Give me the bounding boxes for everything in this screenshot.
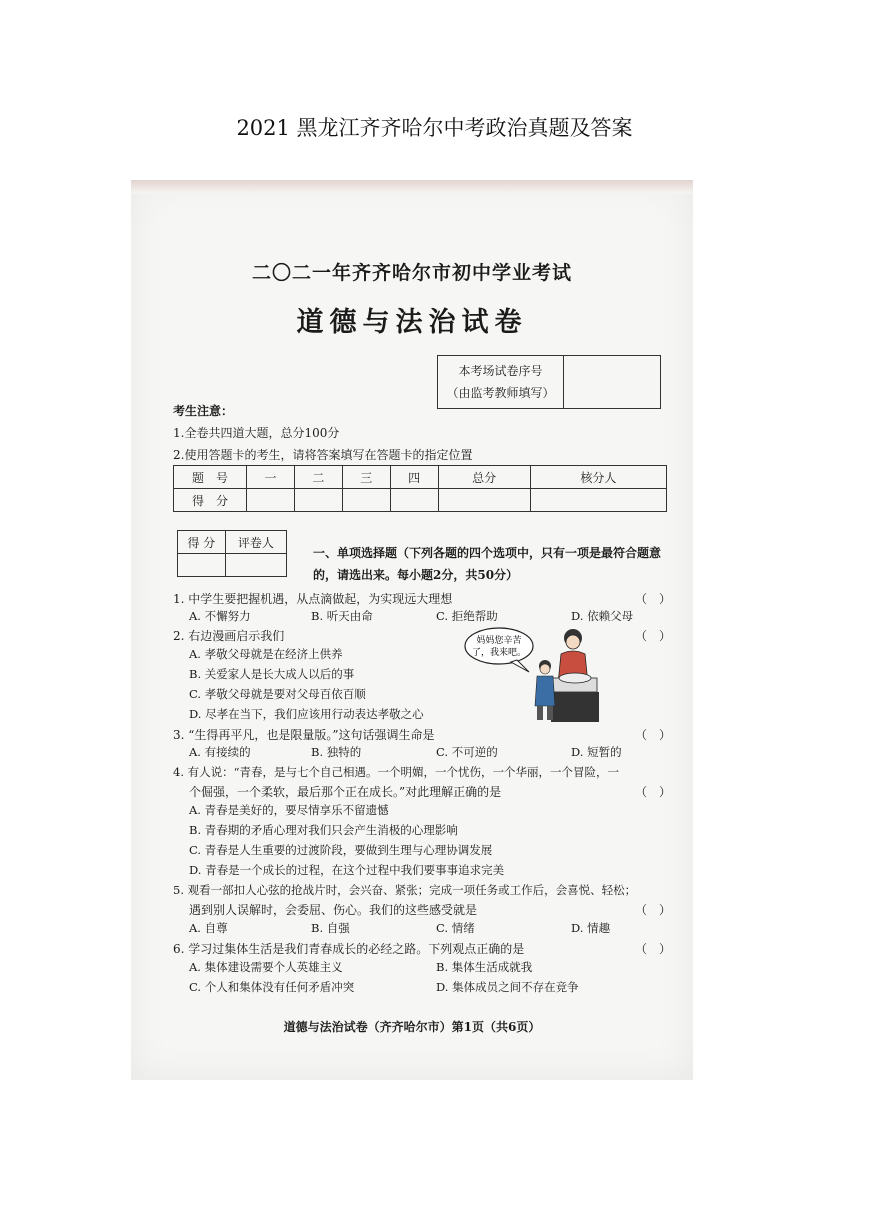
option: B. 自强 — [311, 921, 350, 935]
score-cell — [294, 489, 342, 512]
option: A. 自尊 — [189, 921, 228, 935]
seat-number-label: 本考场试卷序号 （由监考教师填写） — [438, 356, 564, 408]
option: C. 青春是人生重要的过渡阶段，要做到生理与心理协调发展 — [189, 843, 493, 857]
score-cell — [438, 489, 530, 512]
option: D. 青春是一个成长的过程，在这个过程中我们要事事追求完美 — [189, 863, 505, 877]
question-stem-cont: 个倔强，一个柔软，最后那个正在成长。”对此理解正确的是 — [189, 785, 502, 799]
answer-bracket: （ ） — [635, 728, 672, 742]
option: B. 听天由命 — [311, 609, 373, 623]
option: D. 情趣 — [571, 921, 611, 935]
section-title-cont: 的，请选出来。每小题2分，共50分） — [313, 568, 519, 582]
scanned-exam-page — [131, 180, 693, 1080]
question-stem: 6. 学习过集体生活是我们青春成长的必经之路。下列观点正确的是 — [173, 942, 525, 956]
seat-number-blank — [564, 356, 660, 408]
option: D. 依赖父母 — [571, 609, 634, 623]
question-stem: 4. 有人说：“青春，是与七个自己相遇。一个明媚，一个忧伤，一个华丽，一个冒险，一 — [173, 765, 620, 779]
option: A. 青春是美好的，要尽情享乐不留遗憾 — [189, 803, 389, 817]
section-title: 一、单项选择题（下列各题的四个选项中，只有一项是最符合题意 — [313, 546, 662, 560]
cartoon-illustration — [461, 622, 609, 730]
question-stem: 1. 中学生要把握机遇，从点滴做起，为实现远大理想 — [173, 592, 453, 606]
score-header: 题 号 — [174, 466, 247, 489]
score-header: 总分 — [438, 466, 530, 489]
seat-number-box — [437, 355, 661, 409]
exam-subject: 道德与法治试卷 — [296, 307, 528, 338]
score-cell — [390, 489, 438, 512]
question-stem-cont: 遇到别人误解时，会委屈、伤心。我们的这些感受就是 — [189, 903, 478, 917]
option: A. 有接续的 — [189, 745, 251, 759]
score-row-label: 得 分 — [174, 489, 247, 512]
document-title: 2021 黑龙江齐齐哈尔中考政治真题及答案 — [236, 116, 633, 140]
option: D. 尽孝在当下，我们应该用行动表达孝敬之心 — [189, 707, 424, 721]
score-cell — [530, 489, 666, 512]
answer-bracket: （ ） — [635, 942, 672, 956]
answer-bracket: （ ） — [635, 903, 672, 917]
answer-bracket: （ ） — [635, 592, 672, 606]
score-header: 三 — [342, 466, 390, 489]
answer-bracket: （ ） — [635, 629, 672, 643]
answer-bracket: （ ） — [635, 785, 672, 799]
option: D. 短暂的 — [571, 745, 622, 759]
score-cell — [247, 489, 295, 512]
grader-label: 评卷人 — [225, 531, 286, 554]
score-table — [173, 465, 667, 512]
option: A. 孝敬父母就是在经济上供养 — [189, 647, 343, 661]
question-stem: 3. “生得再平凡，也是限量版。”这句话强调生命是 — [173, 728, 435, 742]
cartoon-bubble-line: 妈妈您辛苦 — [476, 636, 522, 646]
grader-score-label: 得 分 — [178, 531, 226, 554]
exam-heading: 二〇二一年齐齐哈尔市初中学业考试 — [251, 262, 572, 284]
scan-edge — [131, 180, 693, 194]
grader-cell — [178, 554, 226, 577]
question-stem: 5. 观看一部扣人心弦的抢战片时，会兴奋、紧张；完成一项任务或工作后，会喜悦、轻松； — [173, 883, 637, 897]
page-footer: 道德与法治试卷（齐齐哈尔市）第1页（共6页） — [283, 1020, 541, 1034]
option: B. 关爱家人是长大成人以后的事 — [189, 667, 355, 681]
option: C. 不可逆的 — [436, 745, 498, 759]
option: C. 拒绝帮助 — [436, 609, 498, 623]
option: C. 孝敬父母就是要对父母百依百顺 — [189, 687, 366, 701]
score-header: 核分人 — [530, 466, 666, 489]
notice-item: 2.使用答题卡的考生，请将答案填写在答题卡的指定位置 — [173, 448, 473, 462]
option: A. 不懈努力 — [189, 609, 251, 623]
option: B. 独特的 — [311, 745, 362, 759]
score-cell — [342, 489, 390, 512]
notice-title: 考生注意： — [173, 404, 234, 418]
score-header: 一 — [247, 466, 295, 489]
score-header: 四 — [390, 466, 438, 489]
question-stem: 2. 右边漫画启示我们 — [173, 629, 285, 643]
cartoon-bubble-line: 了，我来吧。 — [471, 648, 527, 658]
option: D. 集体成员之间不存在竞争 — [436, 980, 579, 994]
option: B. 集体生活成就我 — [436, 960, 533, 974]
option: C. 情绪 — [436, 921, 475, 935]
option: C. 个人和集体没有任何矛盾冲突 — [189, 980, 355, 994]
option: A. 集体建设需要个人英雄主义 — [189, 960, 343, 974]
option: B. 青春期的矛盾心理对我们只会产生消极的心理影响 — [189, 823, 458, 837]
score-header: 二 — [294, 466, 342, 489]
notice-item: 1.全卷共四道大题，总分100分 — [173, 426, 340, 440]
grader-table — [177, 530, 287, 577]
grader-cell — [225, 554, 286, 577]
